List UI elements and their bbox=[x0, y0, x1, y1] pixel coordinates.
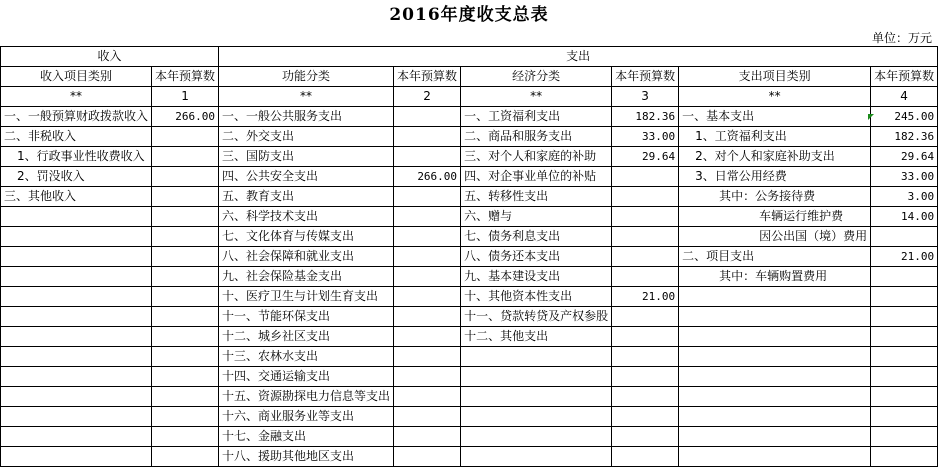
budget-header-1[interactable]: 本年预算数 bbox=[152, 67, 219, 87]
functional-item-cell[interactable]: 二、外交支出 bbox=[219, 127, 394, 147]
expense-budget-cell[interactable]: 14.00 bbox=[871, 207, 938, 227]
index-star-4[interactable]: ** bbox=[679, 87, 871, 107]
functional-budget-cell[interactable] bbox=[394, 347, 461, 367]
income-category-header[interactable]: 收入项目类别 bbox=[1, 67, 152, 87]
table-row bbox=[1, 407, 938, 427]
expense-budget-cell[interactable]: 245.00 bbox=[871, 107, 938, 127]
economic-item-cell[interactable] bbox=[461, 407, 612, 427]
expense-budget-cell[interactable]: 3.00 bbox=[871, 187, 938, 207]
expense-header[interactable]: 支出 bbox=[219, 47, 938, 67]
income-budget-cell[interactable] bbox=[152, 427, 219, 447]
expense-budget-cell[interactable]: 21.00 bbox=[871, 247, 938, 267]
income-item-cell[interactable] bbox=[1, 247, 152, 267]
unit-label: 单位：万元 bbox=[871, 31, 932, 45]
economic-item-cell[interactable]: 八、债务还本支出 bbox=[461, 247, 612, 267]
income-budget-cell[interactable] bbox=[152, 167, 219, 187]
expense-budget-cell[interactable] bbox=[871, 307, 938, 327]
income-budget-cell[interactable] bbox=[152, 367, 219, 387]
economic-item-cell[interactable]: 十、其他资本性支出 bbox=[461, 287, 612, 307]
cell-comment-marker bbox=[868, 114, 874, 120]
economic-item-cell[interactable]: 三、对个人和家庭的补助 bbox=[461, 147, 612, 167]
functional-budget-cell[interactable] bbox=[394, 407, 461, 427]
functional-item-cell[interactable]: 三、国防支出 bbox=[219, 147, 394, 167]
budget-table-container bbox=[0, 46, 938, 467]
functional-budget-cell[interactable] bbox=[394, 107, 461, 127]
header-row-index bbox=[1, 87, 938, 107]
index-col-4[interactable]: 4 bbox=[871, 87, 938, 107]
functional-header[interactable]: 功能分类 bbox=[219, 67, 394, 87]
economic-item-cell[interactable]: 十一、贷款转贷及产权参股 bbox=[461, 307, 612, 327]
expense-item-cell[interactable] bbox=[679, 447, 871, 467]
economic-item-cell[interactable]: 十二、其他支出 bbox=[461, 327, 612, 347]
income-item-cell[interactable] bbox=[1, 327, 152, 347]
expense-budget-cell[interactable] bbox=[871, 287, 938, 307]
functional-budget-cell[interactable] bbox=[394, 127, 461, 147]
index-star-2[interactable]: ** bbox=[219, 87, 394, 107]
functional-item-cell[interactable]: 十二、城乡社区支出 bbox=[219, 327, 394, 347]
expense-item-cell[interactable] bbox=[679, 427, 871, 447]
economic-item-cell[interactable]: 四、对企事业单位的补贴 bbox=[461, 167, 612, 187]
table-row bbox=[1, 167, 938, 187]
budget-header-2[interactable]: 本年预算数 bbox=[394, 67, 461, 87]
income-item-cell[interactable] bbox=[1, 227, 152, 247]
income-header[interactable]: 收入 bbox=[1, 47, 219, 67]
functional-item-cell[interactable]: 十七、金融支出 bbox=[219, 427, 394, 447]
income-item-cell[interactable] bbox=[1, 207, 152, 227]
functional-budget-cell[interactable] bbox=[394, 287, 461, 307]
income-budget-cell[interactable] bbox=[152, 247, 219, 267]
functional-budget-cell[interactable] bbox=[394, 247, 461, 267]
income-budget-cell[interactable] bbox=[152, 207, 219, 227]
income-item-cell[interactable] bbox=[1, 287, 152, 307]
expense-budget-cell[interactable]: 33.00 bbox=[871, 167, 938, 187]
functional-budget-cell[interactable] bbox=[394, 207, 461, 227]
economic-budget-cell[interactable]: 21.00 bbox=[612, 287, 679, 307]
header-row-columns bbox=[1, 67, 938, 87]
economic-budget-cell[interactable] bbox=[612, 227, 679, 247]
economic-item-cell[interactable] bbox=[461, 367, 612, 387]
functional-budget-cell[interactable] bbox=[394, 447, 461, 467]
functional-budget-cell[interactable] bbox=[394, 307, 461, 327]
economic-budget-cell[interactable] bbox=[612, 167, 679, 187]
economic-item-cell[interactable] bbox=[461, 427, 612, 447]
expense-budget-cell[interactable] bbox=[871, 367, 938, 387]
functional-item-cell[interactable]: 五、教育支出 bbox=[219, 187, 394, 207]
income-item-cell[interactable] bbox=[1, 267, 152, 287]
expense-item-cell[interactable] bbox=[679, 367, 871, 387]
functional-item-cell[interactable]: 一、一般公共服务支出 bbox=[219, 107, 394, 127]
functional-item-cell[interactable]: 十四、交通运输支出 bbox=[219, 367, 394, 387]
functional-budget-cell[interactable] bbox=[394, 267, 461, 287]
income-budget-cell[interactable] bbox=[152, 347, 219, 367]
functional-budget-cell[interactable] bbox=[394, 187, 461, 207]
table-row bbox=[1, 127, 938, 147]
economic-item-cell[interactable]: 二、商品和服务支出 bbox=[461, 127, 612, 147]
income-budget-cell[interactable] bbox=[152, 187, 219, 207]
expense-item-cell[interactable]: 因公出国（境）费用 bbox=[679, 227, 871, 247]
economic-budget-cell[interactable] bbox=[612, 447, 679, 467]
economic-budget-cell[interactable] bbox=[612, 327, 679, 347]
expense-budget-cell[interactable] bbox=[871, 427, 938, 447]
economic-budget-cell[interactable] bbox=[612, 187, 679, 207]
income-item-cell[interactable]: 三、其他收入 bbox=[1, 187, 152, 207]
expense-budget-cell[interactable] bbox=[871, 267, 938, 287]
report-title: 2016年度收支总表 bbox=[389, 5, 549, 25]
economic-budget-cell[interactable] bbox=[612, 307, 679, 327]
functional-item-cell[interactable]: 九、社会保险基金支出 bbox=[219, 267, 394, 287]
table-row bbox=[1, 427, 938, 447]
economic-budget-cell[interactable] bbox=[612, 347, 679, 367]
table-row bbox=[1, 287, 938, 307]
table-row bbox=[1, 327, 938, 347]
expense-item-cell[interactable]: 1、工资福利支出 bbox=[679, 127, 871, 147]
expense-item-cell[interactable] bbox=[679, 407, 871, 427]
income-item-cell[interactable] bbox=[1, 367, 152, 387]
economic-item-cell[interactable]: 九、基本建设支出 bbox=[461, 267, 612, 287]
expense-budget-cell[interactable] bbox=[871, 447, 938, 467]
expense-item-cell[interactable]: 3、日常公用经费 bbox=[679, 167, 871, 187]
header-row-top bbox=[1, 47, 938, 67]
income-budget-cell[interactable] bbox=[152, 267, 219, 287]
table-row bbox=[1, 267, 938, 287]
income-item-cell[interactable]: 二、非税收入 bbox=[1, 127, 152, 147]
functional-item-cell[interactable]: 十三、农林水支出 bbox=[219, 347, 394, 367]
table-row bbox=[1, 347, 938, 367]
economic-item-cell[interactable] bbox=[461, 347, 612, 367]
expense-item-cell[interactable] bbox=[679, 347, 871, 367]
functional-item-cell[interactable]: 十八、援助其他地区支出 bbox=[219, 447, 394, 467]
functional-item-cell[interactable]: 六、科学技术支出 bbox=[219, 207, 394, 227]
economic-budget-cell[interactable] bbox=[612, 367, 679, 387]
economic-budget-cell[interactable]: 182.36 bbox=[612, 107, 679, 127]
economic-budget-cell[interactable]: 33.00 bbox=[612, 127, 679, 147]
economic-item-cell[interactable] bbox=[461, 447, 612, 467]
functional-budget-cell[interactable]: 266.00 bbox=[394, 167, 461, 187]
economic-item-cell[interactable]: 五、转移性支出 bbox=[461, 187, 612, 207]
table-row bbox=[1, 147, 938, 167]
expense-item-cell[interactable] bbox=[679, 307, 871, 327]
economic-budget-cell[interactable]: 29.64 bbox=[612, 147, 679, 167]
expense-item-cell[interactable] bbox=[679, 387, 871, 407]
income-budget-cell[interactable] bbox=[152, 407, 219, 427]
functional-budget-cell[interactable] bbox=[394, 387, 461, 407]
economic-budget-cell[interactable] bbox=[612, 387, 679, 407]
expense-budget-cell[interactable] bbox=[871, 347, 938, 367]
income-budget-cell[interactable] bbox=[152, 327, 219, 347]
functional-item-cell[interactable]: 十、医疗卫生与计划生育支出 bbox=[219, 287, 394, 307]
index-col-3[interactable]: 3 bbox=[612, 87, 679, 107]
table-row bbox=[1, 247, 938, 267]
income-item-cell[interactable] bbox=[1, 307, 152, 327]
table-row bbox=[1, 367, 938, 387]
table-row bbox=[1, 227, 938, 247]
income-item-cell[interactable]: 1、行政事业性收费收入 bbox=[1, 147, 152, 167]
budget-header-4[interactable]: 本年预算数 bbox=[871, 67, 938, 87]
table-row bbox=[1, 307, 938, 327]
economic-budget-cell[interactable] bbox=[612, 267, 679, 287]
functional-item-cell[interactable]: 十六、商业服务业等支出 bbox=[219, 407, 394, 427]
expense-budget-cell[interactable] bbox=[871, 387, 938, 407]
expense-item-cell[interactable]: 其中：公务接待费 bbox=[679, 187, 871, 207]
income-budget-cell[interactable] bbox=[152, 387, 219, 407]
table-row bbox=[1, 187, 938, 207]
budget-table bbox=[0, 46, 938, 467]
income-budget-cell[interactable] bbox=[152, 287, 219, 307]
income-item-cell[interactable] bbox=[1, 427, 152, 447]
table-row bbox=[1, 447, 938, 467]
economic-budget-cell[interactable] bbox=[612, 407, 679, 427]
expense-item-cell[interactable] bbox=[679, 287, 871, 307]
expense-item-cell[interactable] bbox=[679, 327, 871, 347]
expense-budget-cell[interactable]: 29.64 bbox=[871, 147, 938, 167]
functional-item-cell[interactable]: 十一、节能环保支出 bbox=[219, 307, 394, 327]
expense-item-cell[interactable]: 一、基本支出 bbox=[679, 107, 871, 127]
economic-item-cell[interactable]: 七、债务利息支出 bbox=[461, 227, 612, 247]
expense-category-header[interactable]: 支出项目类别 bbox=[679, 67, 871, 87]
economic-budget-cell[interactable] bbox=[612, 427, 679, 447]
income-item-cell[interactable] bbox=[1, 347, 152, 367]
functional-budget-cell[interactable] bbox=[394, 227, 461, 247]
expense-budget-cell[interactable] bbox=[871, 407, 938, 427]
table-row bbox=[1, 387, 938, 407]
income-budget-cell[interactable] bbox=[152, 447, 219, 467]
functional-budget-cell[interactable] bbox=[394, 327, 461, 347]
expense-item-cell[interactable]: 二、项目支出 bbox=[679, 247, 871, 267]
expense-item-cell[interactable]: 车辆运行维护费 bbox=[679, 207, 871, 227]
expense-budget-cell[interactable]: 182.36 bbox=[871, 127, 938, 147]
index-col-1[interactable]: 1 bbox=[152, 87, 219, 107]
income-budget-cell[interactable] bbox=[152, 147, 219, 167]
expense-budget-cell[interactable] bbox=[871, 327, 938, 347]
functional-item-cell[interactable]: 四、公共安全支出 bbox=[219, 167, 394, 187]
table-row bbox=[1, 107, 938, 127]
index-col-2[interactable]: 2 bbox=[394, 87, 461, 107]
table-row bbox=[1, 207, 938, 227]
economic-item-cell[interactable] bbox=[461, 387, 612, 407]
expense-budget-cell[interactable] bbox=[871, 227, 938, 247]
functional-item-cell[interactable]: 十五、资源勘探电力信息等支出 bbox=[219, 387, 394, 407]
income-budget-cell[interactable] bbox=[152, 307, 219, 327]
income-budget-cell[interactable] bbox=[152, 227, 219, 247]
budget-header-3[interactable]: 本年预算数 bbox=[612, 67, 679, 87]
functional-budget-cell[interactable] bbox=[394, 147, 461, 167]
income-item-cell[interactable] bbox=[1, 387, 152, 407]
functional-item-cell[interactable]: 八、社会保障和就业支出 bbox=[219, 247, 394, 267]
income-budget-cell[interactable] bbox=[152, 127, 219, 147]
income-item-cell[interactable] bbox=[1, 407, 152, 427]
income-item-cell[interactable]: 一、一般预算财政拨款收入 bbox=[1, 107, 152, 127]
expense-item-cell[interactable]: 其中：车辆购置费用 bbox=[679, 267, 871, 287]
index-star-1[interactable]: ** bbox=[1, 87, 152, 107]
economic-budget-cell[interactable] bbox=[612, 207, 679, 227]
index-star-3[interactable]: ** bbox=[461, 87, 612, 107]
functional-budget-cell[interactable] bbox=[394, 427, 461, 447]
economic-item-cell[interactable]: 六、赠与 bbox=[461, 207, 612, 227]
functional-budget-cell[interactable] bbox=[394, 367, 461, 387]
economic-header[interactable]: 经济分类 bbox=[461, 67, 612, 87]
economic-budget-cell[interactable] bbox=[612, 247, 679, 267]
income-budget-cell[interactable]: 266.00 bbox=[152, 107, 219, 127]
functional-item-cell[interactable]: 七、文化体育与传媒支出 bbox=[219, 227, 394, 247]
expense-item-cell[interactable]: 2、对个人和家庭补助支出 bbox=[679, 147, 871, 167]
income-item-cell[interactable] bbox=[1, 447, 152, 467]
income-item-cell[interactable]: 2、罚没收入 bbox=[1, 167, 152, 187]
economic-item-cell[interactable]: 一、工资福利支出 bbox=[461, 107, 612, 127]
